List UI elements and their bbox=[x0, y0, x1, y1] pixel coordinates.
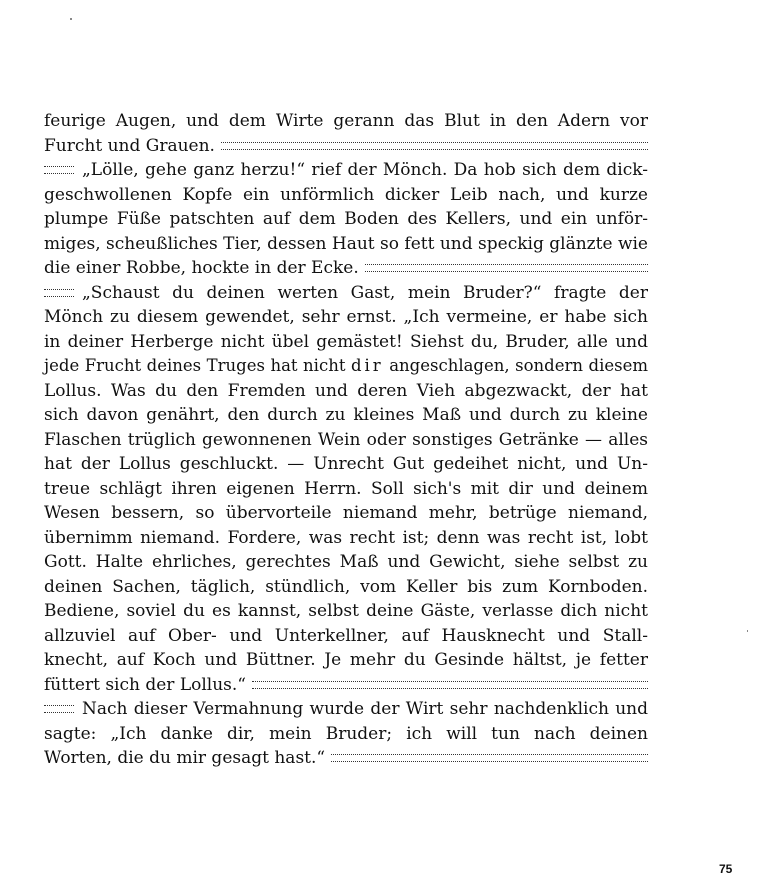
line-text: sagte: „Ich danke dir, mein Bruder; ich will tun nach deinen bbox=[44, 723, 648, 744]
text-line bbox=[44, 403, 648, 428]
dotted-line-filler bbox=[331, 754, 648, 762]
line-text: allzuviel auf Ober- und Unterkellner, auf Hausknecht und Stall- bbox=[44, 625, 648, 646]
line-text: Flaschen trüglich gewonnenen Wein oder sonstiges Getränke — alles bbox=[44, 429, 648, 450]
text-line bbox=[44, 697, 648, 722]
text-line bbox=[44, 305, 648, 330]
text-line bbox=[44, 256, 648, 281]
text-line bbox=[44, 109, 648, 134]
line-text: Lollus. Was du den Fremden und deren Vieh abgezwackt, der hat bbox=[44, 380, 648, 401]
text-line bbox=[44, 354, 648, 379]
text-line bbox=[44, 452, 648, 477]
text-line bbox=[44, 134, 648, 159]
line-text: Nach dieser Vermahnung wurde der Wirt sehr nachdenklich und bbox=[82, 699, 648, 719]
text-line bbox=[44, 575, 648, 600]
line-text: Mönch zu diesem gewendet, sehr ernst. „Ich vermeine, er habe sich bbox=[44, 307, 648, 327]
text-line bbox=[44, 648, 648, 673]
text-line bbox=[44, 281, 648, 306]
text-line bbox=[44, 624, 648, 649]
line-text: knecht, auf Koch und Büttner. Je mehr du Gesinde hältst, je fetter bbox=[44, 650, 648, 670]
line-text: sich davon genährt, den durch zu kleines Maß und durch zu kleine bbox=[44, 405, 648, 425]
line-text: plumpe Füße patschten auf dem Boden des Kellers, und ein unför- bbox=[44, 209, 648, 229]
line-text: „Schaust du deinen werten Gast, mein Bruder?“ fragte der bbox=[82, 282, 648, 303]
line-text: „Lölle, gehe ganz herzu!“ rief der Mönch. Da hob sich dem dick- bbox=[82, 160, 648, 180]
text-line bbox=[44, 428, 648, 453]
text-line bbox=[44, 232, 648, 257]
text-line bbox=[44, 158, 648, 183]
line-text: Bediene, soviel du es kannst, selbst deine Gäste, verlasse dich nicht bbox=[44, 601, 648, 621]
text-line bbox=[44, 599, 648, 624]
line-text: Furcht und Grauen. bbox=[44, 135, 215, 156]
dotted-line-filler bbox=[221, 142, 648, 150]
text-line bbox=[44, 526, 648, 551]
dotted-line-filler bbox=[252, 681, 648, 689]
text-line bbox=[44, 207, 648, 232]
line-text: treue schlägt ihren eigenen Herrn. Soll sich's mit dir und deinem bbox=[44, 478, 648, 499]
dotted-lead-filler bbox=[44, 289, 74, 297]
text-line bbox=[44, 746, 648, 771]
line-text: Worten, die du mir gesagt hast.“ bbox=[44, 748, 326, 768]
line-text: hat der Lollus geschluckt. — Unrecht Gut gedeihet nicht, und Un- bbox=[44, 454, 648, 474]
paper-speck bbox=[747, 630, 748, 632]
line-text: angeschlagen, sondern diesem bbox=[383, 356, 648, 375]
text-line bbox=[44, 477, 648, 502]
page-number: 75 bbox=[719, 862, 733, 876]
text-line bbox=[44, 183, 648, 208]
body-text bbox=[44, 109, 648, 771]
text-line bbox=[44, 550, 648, 575]
text-line bbox=[44, 379, 648, 404]
dotted-lead-filler bbox=[44, 705, 74, 713]
line-text: miges, scheußliches Tier, dessen Haut so fett und speckig glänzte wie bbox=[44, 233, 648, 254]
line-text: in deiner Herberge nicht übel gemästet! Siehst du, Bruder, alle und bbox=[44, 331, 648, 352]
paper-speck bbox=[70, 18, 72, 20]
line-text: jede Frucht deines Truges hat nicht bbox=[44, 356, 351, 375]
line-text: Gott. Halte ehrliches, gerechtes Maß und Gewicht, siehe selbst zu bbox=[44, 552, 648, 572]
text-line bbox=[44, 330, 648, 355]
line-text: füttert sich der Lollus.“ bbox=[44, 674, 246, 695]
text-line bbox=[44, 722, 648, 747]
dotted-lead-filler bbox=[44, 166, 74, 174]
line-text: feurige Augen, und dem Wirte gerann das Blut in den Adern vor bbox=[44, 111, 648, 131]
line-text: geschwollenen Kopfe ein unförmlich dicker Leib nach, und kurze bbox=[44, 184, 648, 205]
emphasized-word: dir bbox=[350, 356, 384, 375]
line-text: Wesen bessern, so übervorteile niemand mehr, betrüge niemand, bbox=[44, 503, 648, 523]
text-line bbox=[44, 501, 648, 526]
dotted-line-filler bbox=[365, 264, 648, 272]
line-text: deinen Sachen, täglich, stündlich, vom Keller bis zum Kornboden. bbox=[44, 576, 648, 597]
line-text: die einer Robbe, hockte in der Ecke. bbox=[44, 258, 359, 278]
text-line bbox=[44, 673, 648, 698]
line-text: übernimm niemand. Fordere, was recht ist; denn was recht ist, lobt bbox=[44, 527, 648, 548]
